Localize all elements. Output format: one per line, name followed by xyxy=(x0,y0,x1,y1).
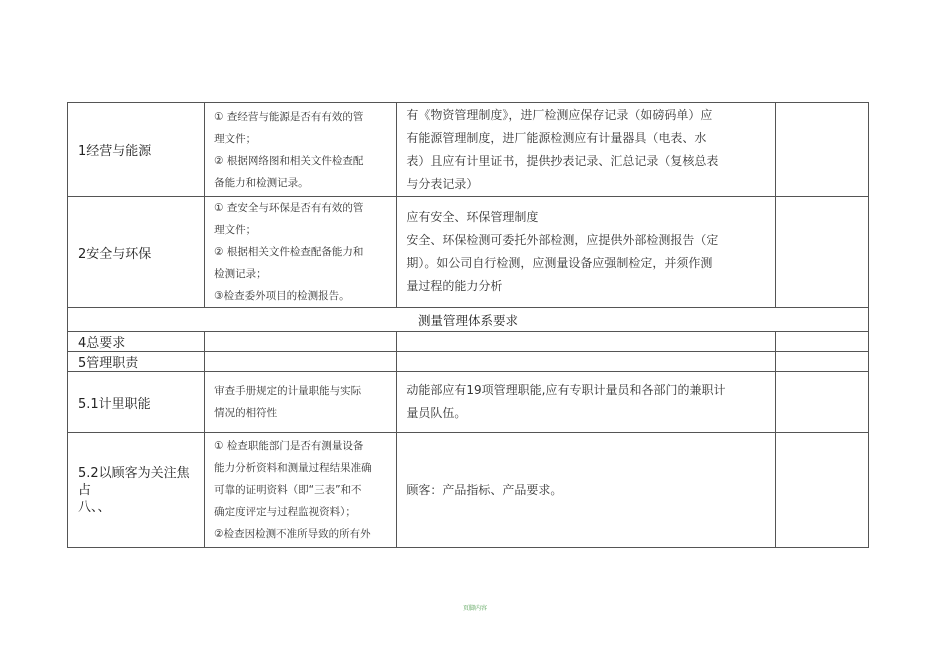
item-cell: 5管理职责 xyxy=(68,352,205,372)
note-cell xyxy=(775,433,868,548)
requirement-cell: 动能部应有19项管理职能,应有专职计量员和各部门的兼职计 量员队伍。 xyxy=(397,372,775,433)
note-cell xyxy=(775,197,868,308)
method-cell: 审查手册规定的计量职能与实际 情况的相符性 xyxy=(205,372,397,433)
method-cell: ① 查经营与能源是否有有效的管 理文件； ② 根据网络图和相关文件检查配 备能力和检测记录。 xyxy=(205,103,397,197)
note-cell xyxy=(775,103,868,197)
audit-table xyxy=(67,102,869,548)
requirement-cell: 有《物资管理制度》，进厂检测应保存记录（如磅码单）应 有能源管理制度，进厂能源检测应有计量器具（电表、水 表）且应有计里证书，提供抄表记录、汇总记录（复核总表 与分表记录） xyxy=(397,103,775,197)
item-cell: 2安全与环保 xyxy=(68,197,205,308)
item-cell: 4总要求 xyxy=(68,332,205,352)
method-cell: ① 查安全与环保是否有有效的管 理文件； ② 根据相关文件检查配备能力和 检测记录； ③检查委外项目的检测报告。 xyxy=(205,197,397,308)
section-heading: 测量管理体系要求 xyxy=(68,308,869,332)
section-row xyxy=(68,308,869,332)
item-cell: 5.1计里职能 xyxy=(68,372,205,433)
table-row xyxy=(68,197,869,308)
table-row xyxy=(68,433,869,548)
table-row xyxy=(68,352,869,372)
page-footer: 页脚内容 xyxy=(462,605,487,612)
item-cell: 1经营与能源 xyxy=(68,103,205,197)
table-row xyxy=(68,332,869,352)
method-cell: ① 检查职能部门是否有测量设备 能力分析资料和测量过程结果准确 可靠的证明资料（即“三表”和不 确定度评定与过程监视资料）； ②检查因检测不准所导致的所有外 xyxy=(205,433,397,548)
item-cell: 5.2以顾客为关注焦 占 八、、 xyxy=(68,433,205,548)
requirement-cell: 应有安全、环保管理制度 安全、环保检测可委托外部检测，应提供外部检测报告（定 期）。如公司自行检测，应测量设备应强制检定，并须作测 量过程的能力分析 xyxy=(397,197,775,308)
table-row xyxy=(68,103,869,197)
requirement-cell: 顾客：产品指标、产品要求。 xyxy=(397,433,775,548)
note-cell xyxy=(775,372,868,433)
table-row xyxy=(68,372,869,433)
